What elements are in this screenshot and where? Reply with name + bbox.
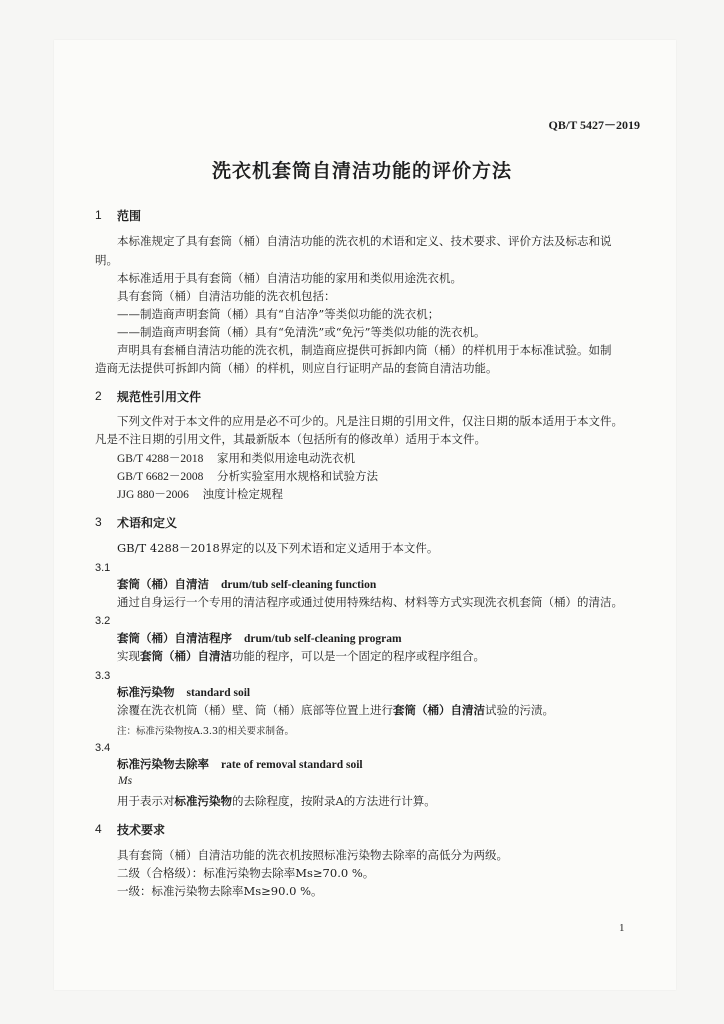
term-3-1 bbox=[117, 576, 376, 592]
term-3-3-number: 3.3 bbox=[95, 670, 111, 682]
section-2-title: 规范性引用文件 bbox=[117, 390, 202, 404]
s1-para4-line2: 造商无法提供可拆卸内筒（桶）的样机，则应自行证明产品的套筒自清洁功能。 bbox=[95, 361, 498, 375]
term-3-1-number: 3.1 bbox=[95, 562, 111, 574]
s1-para3: 具有套筒（桶）自清洁功能的洗衣机包括： bbox=[117, 289, 336, 303]
term-3-4 bbox=[117, 756, 363, 772]
reference-2 bbox=[117, 468, 378, 485]
term-3-3-def-a: 涂覆在洗衣机筒（桶）壁、筒（桶）底部等位置上进行 bbox=[117, 703, 393, 717]
term-3-2-def-c: 功能的程序，可以是一个固定的程序或程序组合。 bbox=[232, 649, 485, 663]
term-3-4-symbol: Ms bbox=[118, 775, 133, 787]
term-3-3-def-c: 试验的污渍。 bbox=[485, 703, 554, 717]
term-3-3-cn: 标准污染物 bbox=[117, 685, 175, 699]
s1-list-item-2: ——制造商声明套筒（桶）具有“免清洗”或“免污”等类似功能的洗衣机。 bbox=[117, 325, 486, 339]
reference-2-code: GB/T 6682－2008 bbox=[117, 471, 204, 483]
section-4-title: 技术要求 bbox=[117, 823, 166, 837]
reference-3-name: 浊度计检定规程 bbox=[202, 487, 284, 501]
section-4-number: 4 bbox=[95, 822, 102, 836]
term-3-4-def-a: 用于表示对 bbox=[117, 794, 175, 808]
page-number: 1 bbox=[619, 922, 625, 934]
term-3-2-def-a: 实现 bbox=[117, 649, 140, 663]
s4-level-2: 二级（合格级）：标准污染物去除率Ms≥70.0 %。 bbox=[117, 866, 375, 880]
reference-3 bbox=[117, 486, 283, 503]
reference-3-code: JJG 880－2006 bbox=[117, 489, 189, 501]
reference-2-name: 分析实验室用水规格和试验方法 bbox=[217, 469, 379, 483]
s2-para1-line2: 凡是不注日期的引用文件，其最新版本（包括所有的修改单）适用于本文件。 bbox=[95, 432, 486, 446]
section-2-number: 2 bbox=[95, 389, 102, 403]
section-3-number: 3 bbox=[95, 515, 102, 529]
s1-para2: 本标准适用于具有套筒（桶）自清洁功能的家用和类似用途洗衣机。 bbox=[117, 271, 462, 285]
term-3-4-cn: 标准污染物去除率 bbox=[117, 757, 209, 771]
term-3-3-def-ref: 套筒（桶）自清洁 bbox=[393, 703, 485, 717]
s1-para1-line2: 明。 bbox=[95, 253, 118, 267]
term-3-2 bbox=[117, 630, 402, 646]
term-3-1-cn: 套筒（桶）自清洁 bbox=[117, 577, 209, 591]
s1-list-item-1: ——制造商声明套筒（桶）具有“自洁净”等类似功能的洗衣机； bbox=[117, 307, 440, 321]
s1-para1-line1: 本标准规定了具有套筒（桶）自清洁功能的洗衣机的术语和定义、技术要求、评价方法及标志和说 bbox=[117, 234, 612, 248]
term-3-3 bbox=[117, 684, 250, 700]
term-3-2-number: 3.2 bbox=[95, 615, 111, 627]
term-3-4-definition bbox=[117, 793, 436, 809]
term-3-3-definition bbox=[117, 702, 554, 718]
term-3-1-en: drum/tub self-cleaning function bbox=[221, 579, 377, 591]
section-3-title: 术语和定义 bbox=[117, 516, 178, 530]
reference-1-code: GB/T 4288－2018 bbox=[117, 453, 204, 465]
s1-para4-line1: 声明具有套桶自清洁功能的洗衣机，制造商应提供可拆卸内筒（桶）的样机用于本标准试验。如制 bbox=[117, 343, 612, 357]
term-3-3-en: standard soil bbox=[186, 687, 251, 699]
s4-para1: 具有套筒（桶）自清洁功能的洗衣机按照标准污染物去除率的高低分为两级。 bbox=[117, 848, 508, 862]
reference-1-name: 家用和类似用途电动洗衣机 bbox=[217, 451, 356, 465]
reference-1 bbox=[117, 450, 355, 467]
standard-number: QB/T 5427－2019 bbox=[548, 118, 640, 132]
document-title: 洗衣机套筒自清洁功能的评价方法 bbox=[211, 160, 512, 182]
term-3-2-en: drum/tub self-cleaning program bbox=[244, 633, 402, 645]
term-3-4-def-ref: 标准污染物 bbox=[174, 794, 232, 808]
section-1-number: 1 bbox=[95, 208, 102, 222]
term-3-4-en: rate of removal standard soil bbox=[221, 759, 363, 771]
term-3-4-def-c: 的去除程度，按附录A的方法进行计算。 bbox=[232, 794, 436, 808]
section-1-title: 范围 bbox=[117, 209, 142, 223]
term-3-2-cn: 套筒（桶）自清洁程序 bbox=[117, 631, 232, 645]
s4-level-1: 一级：标准污染物去除率Ms≥90.0 %。 bbox=[117, 884, 323, 898]
term-3-1-definition: 通过自身运行一个专用的清洁程序或通过使用特殊结构、材料等方式实现洗衣机套筒（桶）的清洁。 bbox=[117, 595, 623, 609]
s3-intro: GB/T 4288－2018界定的以及下列术语和定义适用于本文件。 bbox=[117, 541, 439, 555]
term-3-2-definition bbox=[117, 648, 485, 664]
term-3-2-def-ref: 套筒（桶）自清洁 bbox=[140, 649, 232, 663]
term-3-3-note: 注：标准污染物按A.3.3的相关要求制备。 bbox=[117, 726, 294, 737]
s2-para1-line1: 下列文件对于本文件的应用是必不可少的。凡是注日期的引用文件，仅注日期的版本适用于本文件。 bbox=[117, 414, 623, 428]
term-3-4-number: 3.4 bbox=[95, 742, 111, 754]
